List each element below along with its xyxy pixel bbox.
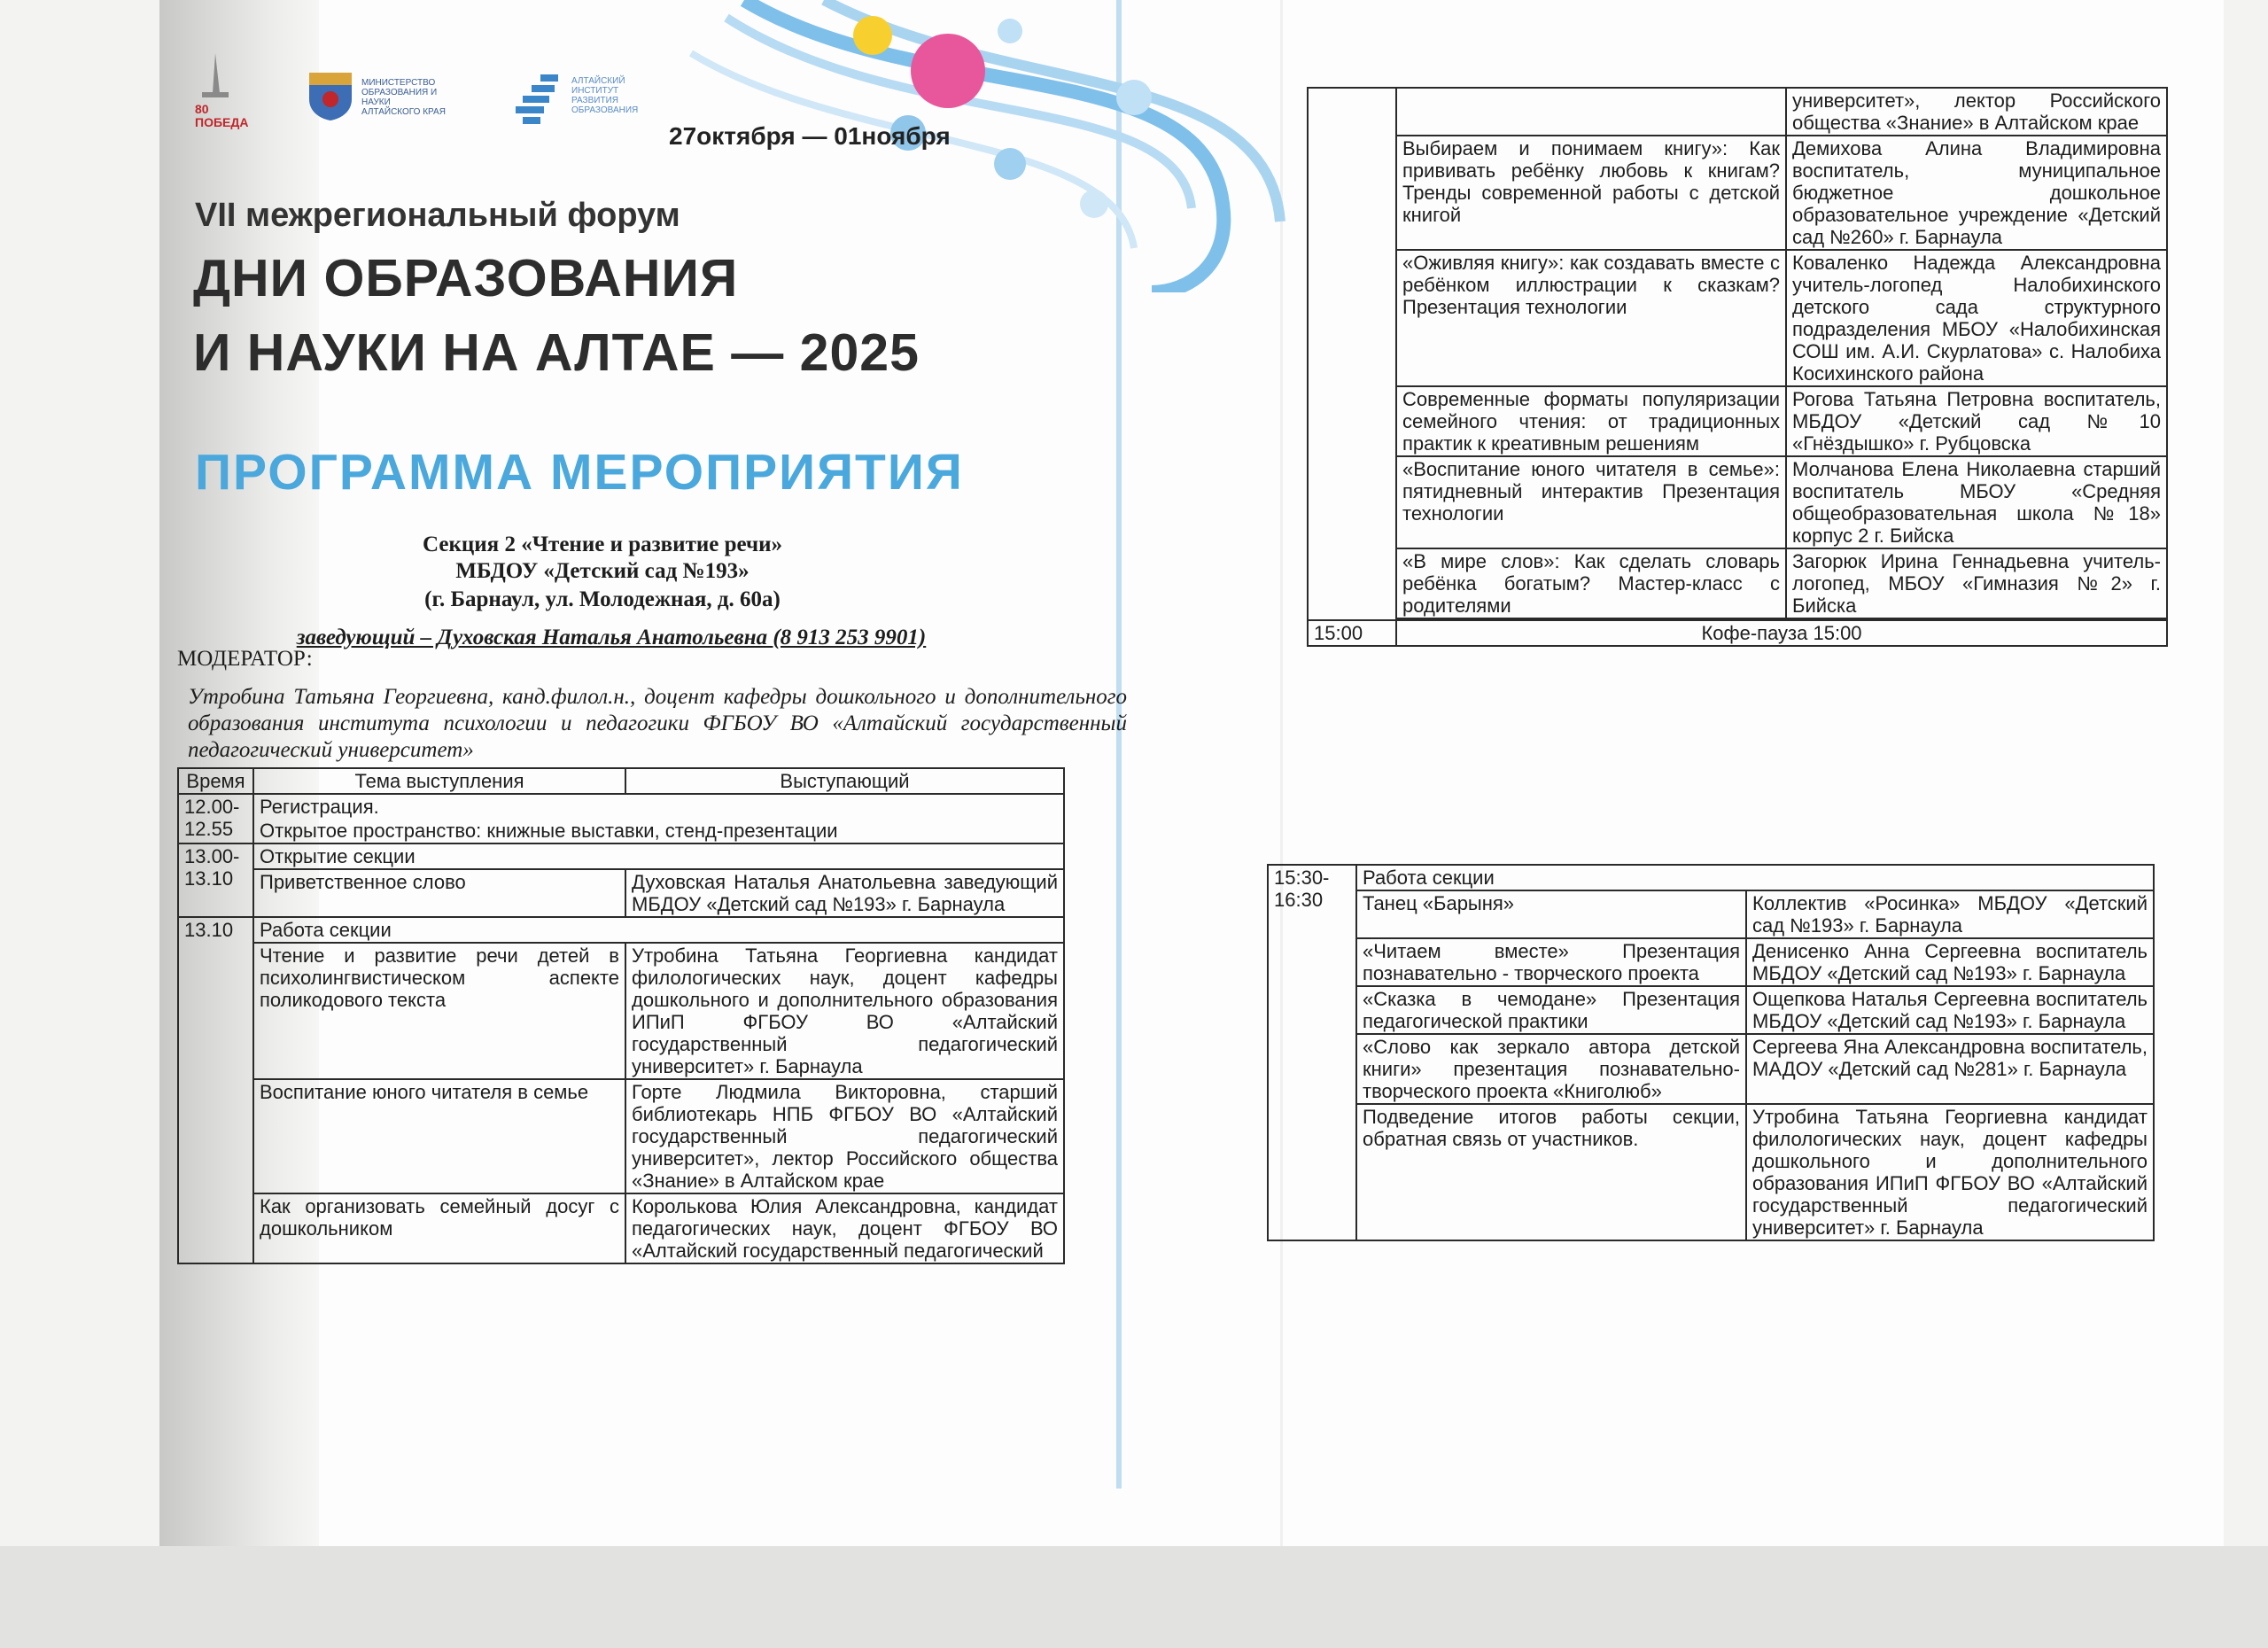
date-end-day: 01 [834, 122, 862, 150]
table-cell: Регистрация. [253, 794, 1064, 819]
table-row [1268, 938, 2154, 986]
column-header-topic: Тема выступления [253, 768, 625, 794]
program-table-right-top [1307, 87, 2168, 647]
table-row [1268, 1104, 2154, 1240]
topic-cell: «Оживляя книгу»: как создавать вместе с ребёнком иллюстрации к сказкам? Презентация технологии [1396, 250, 1786, 386]
program-table-right-bottom [1267, 864, 2155, 1241]
page-title-line-1: ДНИ ОБРАЗОВАНИЯ [193, 249, 739, 307]
speaker-cell: Демихова Алина Владимировна воспитатель, муниципальное бюджетное дошкольное образовательное учреждение «Детский сад №260» г. Барнаула [1786, 136, 2167, 250]
institute-logo-icon [514, 73, 567, 126]
forum-subtitle: VII межрегиональный форум [195, 197, 680, 234]
topic-cell: «Слово как зеркало автора детской книги» презентация познавательно-творческого проекта «Книголюб» [1356, 1034, 1746, 1104]
table-row [178, 843, 1064, 869]
speaker-cell: Загорюк Ирина Геннадьевна учитель-логопед, МБОУ «Гимназия №2» г. Бийска [1786, 548, 2167, 618]
table-row [178, 869, 1064, 917]
table-row [178, 917, 1064, 943]
table-header-row [178, 768, 1064, 794]
moderator-label: МОДЕРАТОР: [177, 647, 313, 671]
topic-cell: Танец «Барыня» [1356, 890, 1746, 938]
speaker-cell: университет», лектор Российского общества «Знание» в Алтайском крае [1786, 88, 2167, 136]
table-row [1308, 88, 2167, 136]
speaker-cell: Горте Людмила Викторовна, старший библиотекарь НПБ ФГБОУ ВО «Алтайский государственный педагогический университет», лектор Российского общества «Знание» в Алтайском крае [625, 1079, 1064, 1193]
table-row [1268, 1034, 2154, 1104]
program-heading: ПРОГРАММА МЕРОПРИЯТИЯ [195, 444, 964, 501]
time-cell: 13.00-13.10 [178, 843, 253, 917]
ministry-text-line: МИНИСТЕРСТВО [361, 78, 436, 88]
topic-cell: Воспитание юного читателя в семье [253, 1079, 625, 1193]
speaker-cell: Коллектив «Росинка» МБДОУ «Детский сад №193» г. Барнаула [1746, 890, 2154, 938]
topic-cell: «Читаем вместе» Презентация познавательно - творческого проекта [1356, 938, 1746, 986]
program-table-left [177, 767, 1065, 1264]
column-header-speaker: Выступающий [625, 768, 1064, 794]
victory-80-text: 80 ПОБЕДА [195, 102, 249, 129]
time-cell: 12.00-12.55 [178, 794, 253, 843]
date-start-day: 27 [669, 122, 697, 150]
speaker-cell: Ощепкова Наталья Сергеевна воспитатель МБДОУ «Детский сад №193» г. Барнаула [1746, 986, 2154, 1034]
topic-cell: Выбираем и понимаем книгу»: Как прививать ребёнку любовь к книгам? Тренды современной работы с детской книгой [1396, 136, 1786, 250]
institute-text-line: ОБРАЗОВАНИЯ [571, 105, 639, 115]
table-row [178, 1079, 1064, 1193]
topic-cell: «Сказка в чемодане» Презентация педагогической практики [1356, 986, 1746, 1034]
topic-cell [1396, 88, 1786, 136]
document-sheet [159, 0, 2224, 1546]
speaker-cell: Коваленко Надежда Александровна учитель-логопед Налобихинского детского сада структурного подразделения МБОУ «Налобихинская СОШ им. А.И. Скурлатова» с. Налобиха Косихинского района [1786, 250, 2167, 386]
section-venue: МБДОУ «Детский сад №193» [455, 559, 750, 583]
date-end-text: ноября [861, 122, 951, 150]
section-address: (г. Барнаул, ул. Молодежная, д. 60а) [424, 587, 781, 611]
table-row [1308, 620, 2167, 646]
table-row [1308, 386, 2167, 456]
table-row [1308, 250, 2167, 386]
column-header-time: Время [178, 768, 253, 794]
institute-text-line: ИНСТИТУТ [571, 86, 619, 96]
topic-cell: «В мире слов»: Как сделать словарь ребёнка богатым? Мастер-класс с родителями [1396, 548, 1786, 618]
institute-text-line: АЛТАЙСКИЙ [571, 76, 625, 86]
table-row [1308, 456, 2167, 548]
ministry-logo-text [361, 78, 468, 117]
page-title-line-2: И НАУКИ НА АЛТАЕ — 2025 [193, 323, 920, 382]
break-cell: Кофе-пауза 15:00 [1396, 620, 2167, 646]
ministry-text-line: АЛТАЙСКОГО КРАЯ [361, 107, 446, 117]
table-row [1308, 548, 2167, 618]
institute-logo-text [571, 76, 660, 115]
table-row [1268, 890, 2154, 938]
topic-cell: Современные форматы популяризации семейного чтения: от традиционных практик к креативным решениям [1396, 386, 1786, 456]
table-row [1268, 865, 2154, 890]
speaker-cell: Утробина Татьяна Георгиевна кандидат филологических наук, доцент кафедры дошкольного и дополнительного образования ИПиП ФГБОУ ВО «Алтайский государственный педагогический университет» г. Барнаула [1746, 1104, 2154, 1240]
topic-cell: «Воспитание юного читателя в семье»: пятидневный интерактив Презентация технологии [1396, 456, 1786, 548]
event-dates [669, 122, 951, 151]
section-title: Секция 2 «Чтение и развитие речи» [423, 532, 782, 556]
table-cell: Открытое пространство: книжные выставки, стенд-презентации [253, 819, 1064, 843]
speaker-cell: Сергеева Яна Александровна воспитатель, МАДОУ «Детский сад №281» г. Барнаула [1746, 1034, 2154, 1104]
table-cell: Работа секции [1356, 865, 2154, 890]
speaker-cell: Духовская Наталья Анатольевна заведующий МБДОУ «Детский сад №193» г. Барнаула [625, 869, 1064, 917]
table-cell: Работа секции [253, 917, 1064, 943]
topic-cell: Как организовать семейный досуг с дошкольником [253, 1193, 625, 1263]
time-cell: 13.10 [178, 917, 253, 1263]
date-start-text: октября — [696, 122, 835, 150]
speaker-cell: Королькова Юлия Александровна, кандидат педагогических наук, доцент ФГБОУ ВО «Алтайский государственный педагогический [625, 1193, 1064, 1263]
table-row [178, 943, 1064, 1079]
moderator-description: Утробина Татьяна Георгиевна, канд.филол.н., доцент кафедры дошкольного и дополнительного образования института психологии и педагогики ФГБОУ ВО «Алтайский государственный педагогический университет» [188, 685, 1127, 762]
ministry-text-line: ОБРАЗОВАНИЯ И НАУКИ [361, 88, 438, 107]
institute-text-line: РАЗВИТИЯ [571, 96, 618, 105]
table-row [178, 1193, 1064, 1263]
speaker-cell: Рогова Татьяна Петровна воспитатель, МБДОУ «Детский сад №10 «Гнёздышко» г. Рубцовска [1786, 386, 2167, 456]
ministry-emblem-icon [306, 69, 355, 122]
bottom-background [0, 1546, 2268, 1648]
table-cell: Открытие секции [253, 843, 1064, 869]
speaker-cell: Молчанова Елена Николаевна старший воспитатель МБОУ «Средняя общеобразовательная школа №18» корпус 2 г. Бийска [1786, 456, 2167, 548]
table-row [178, 819, 1064, 843]
time-cell: 15:00 [1308, 620, 1396, 646]
topic-cell: Приветственное слово [253, 869, 625, 917]
topic-cell: Чтение и развитие речи детей в психолингвистическом аспекте поликодового текста [253, 943, 625, 1079]
table-row [1308, 136, 2167, 250]
table-row [178, 794, 1064, 819]
speaker-cell: Утробина Татьяна Георгиевна кандидат филологических наук, доцент кафедры дошкольного и дополнительного образования ИПиП ФГБОУ ВО «Алтайский государственный педагогический университет» г. Барнаула [625, 943, 1064, 1079]
section-head-contact: заведующий – Духовская Наталья Анатольевна (8 913 253 9901) [296, 626, 927, 649]
speaker-cell: Денисенко Анна Сергеевна воспитатель МБДОУ «Детский сад №193» г. Барнаула [1746, 938, 2154, 986]
table-row [1268, 986, 2154, 1034]
topic-cell: Подведение итогов работы секции, обратная связь от участников. [1356, 1104, 1746, 1240]
time-cell [1308, 88, 1396, 620]
time-cell: 15:30-16:30 [1268, 865, 1356, 1240]
